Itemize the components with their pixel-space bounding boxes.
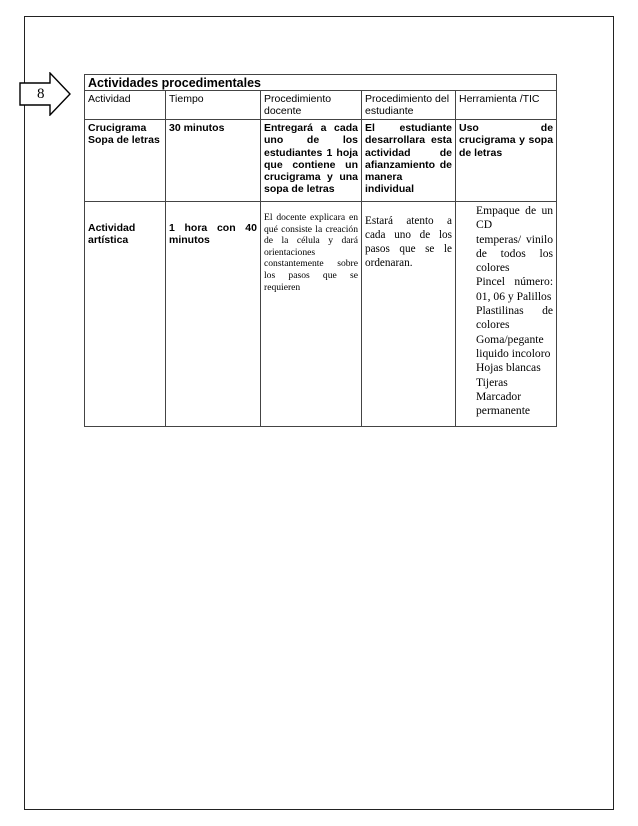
list-item: Tijeras xyxy=(476,375,508,389)
table-row xyxy=(85,202,557,427)
cell-tiempo: 30 minutos xyxy=(166,120,261,202)
cell-proc-estudiante: Estará atento a cada uno de los pasos que se le ordenaran. xyxy=(362,202,456,427)
cell-proc-docente: Entregará a cada uno de los estudiantes 1 hoja que contiene un crucigrama y una sopa de letras xyxy=(261,120,362,202)
header-proc-estudiante: Procedimiento del estudiante xyxy=(362,91,456,120)
list-item: temperas/ vinilo de todos los colores xyxy=(476,232,554,275)
cell-proc-docente: El docente explicara en qué consiste la creación de la célula y dará orientaciones constantemente sobre los pasos que se requieren xyxy=(261,202,362,427)
procedural-activities-table xyxy=(84,74,557,427)
header-proc-docente: Procedimiento docente xyxy=(261,91,362,120)
list-item: Goma/pegante liquido incoloro xyxy=(476,332,551,360)
cell-herramienta: Uso de crucigrama y sopa de letras xyxy=(456,120,557,202)
page-arrow-icon xyxy=(19,72,71,116)
list-item: Empaque de un CD xyxy=(476,204,554,232)
header-row xyxy=(85,91,557,120)
list-item: Pincel número: 01, 06 y Palillos xyxy=(476,275,554,303)
header-tiempo: Tiempo xyxy=(166,91,261,120)
list-item: Plastilinas de colores xyxy=(476,304,554,332)
materials-list xyxy=(476,204,553,418)
page-number: 8 xyxy=(37,86,45,102)
header-herramienta: Herramienta /TIC xyxy=(456,91,557,120)
cell-proc-estudiante: El estudiante desarrollara esta actividad de afianzamiento de manera individual xyxy=(362,120,456,202)
list-item: Hojas blancas xyxy=(476,361,541,375)
cell-herramienta xyxy=(456,202,557,427)
cell-tiempo: 1 hora con 40 minutos xyxy=(166,202,261,427)
cell-actividad: Crucigrama Sopa de letras xyxy=(85,120,166,202)
table-title: Actividades procedimentales xyxy=(85,75,557,91)
list-item: Marcador permanente xyxy=(476,389,531,418)
cell-actividad: Actividad artística xyxy=(85,202,166,427)
header-actividad: Actividad xyxy=(85,91,166,120)
table-row xyxy=(85,120,557,202)
